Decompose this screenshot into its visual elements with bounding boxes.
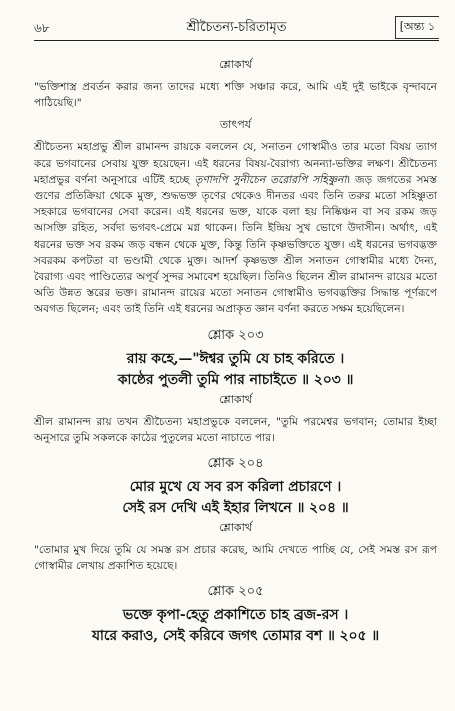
section-heading: শ্লোকার্থ: [219, 58, 252, 71]
verse-label: শ্লোক ২০৩: [207, 327, 264, 343]
verse-label: শ্লোক ২০৪: [207, 456, 264, 472]
book-title: শ্রীচৈতন্য-চরিতামৃত: [186, 20, 287, 35]
page-number: ৬৮: [34, 21, 50, 35]
purport-paragraph: শ্রীচৈতন্য মহাপ্রভু শ্রীল রামানন্দ রায়কে বললেন যে, সনাতন গোস্বামীও তার মতো বিষয় ত্যাগ করে ভগবানের সেবায় যুক্ত হয়েছেন। এই ধরনের বিষয়-বৈরাগ্য অনন্যা-ভক্তির লক্ষণ। শ্রীচৈতন্য মহাপ্রভুর বর্ণনা অনুসারে এটিই হচ্ছে তৃণাদপি সুনীচেন তরোরপি সহিষ্ণুনা। জড় জগতের সমস্ত গুণের প্রতিক্রিয়া থেকে মুক্ত, শুদ্ধভক্ত তৃণের থেকেও দীনতর এবং তিনি তরুর মতো সহিষ্ণুতা সহকারে ভগবানের সেবা করেন। এই ধরনের ভক্ত, যাকে বলা হয় নিষ্কিঞ্চন বা সব রকম জড় আসক্তি রহিত, সর্বদা ভগবৎ-প্রেমে মগ্ন থাকেন। তিনি ইন্দ্রিয় সুখ ভোগে উদাসীন। অর্থাৎ, এই ধরনের ভক্ত সব রকম জড় বন্ধন থেকে মুক্ত, কিন্তু তিনি কৃষ্ণভক্তিতে যুক্ত। এই ধরনের ভগবদ্ভক্ত সবরকম কপটতা বা ভণ্ডামী থেকে মুক্ত। আদর্শ কৃষ্ণভক্ত শ্রীল সনাতন গোস্বামীর মধ্যে দৈন্য, বৈরাগ্য এবং পাণ্ডিত্যের অপূর্ব সুন্দর সমাবেশ হয়েছিল। তিনিও ছিলেন শ্রীল রামানন্দ রায়ের মতো অতি উন্নত স্তরের ভক্ত। রামানন্দ রায়ের মতো সনাতন গোস্বামীও ভগবদ্ভক্তির সিদ্ধান্ত পূর্ণরূপে অবগত ছিলেন; এবং তাই তিনি এই ধরনের অপ্রাকৃত জ্ঞান বর্ণনা করতে সক্ষম হয়েছিলেন।: [34, 141, 438, 316]
translation-paragraph: "তোমার মুখ দিয়ে তুমি যে সমস্ত রস প্রচার করেছ, আমি দেখতে পাচ্ছি যে, সেই সমস্ত রস রূপ গোস্বামীর লেখায় প্রকাশিত হয়েছে।: [34, 544, 437, 573]
verse-text: [34, 605, 437, 647]
section-heading: শ্লোকার্থ: [219, 521, 252, 535]
verse-label: শ্লোক ২০৫: [207, 584, 264, 600]
verse-line: মোর মুখে যে সব রস করিলা প্রচারণে ।: [129, 479, 342, 496]
verse-text: [34, 349, 437, 391]
running-header: [34, 16, 439, 38]
page-body: [34, 56, 437, 647]
header-rule: [34, 40, 439, 41]
translation-paragraph: শ্রীল রামানন্দ রায় তখন শ্রীচৈতন্য মহাপ্রভুকে বললেন, "তুমি পরমেশ্বর ভগবান; তোমার ইচ্ছা অনুসারে তুমি সকলকে কাঠের পুতুলের মতো নাচাতে পার।: [34, 415, 437, 444]
verse-line: ভক্তে কৃপা-হেতু প্রকাশিতে চাহ ব্রজ-রস ।: [122, 607, 349, 624]
verse-line: সেই রস দেখি এই ইহার লিখনে ॥ ২০৪ ॥: [122, 500, 349, 517]
verse-line: কাষ্ঠের পুতলী তুমি পার নাচাইতে ॥ ২০৩ ॥: [117, 371, 354, 388]
verse-line: যারে করাও, সেই করিবে জগৎ তোমার বশ ॥ ২০৫ ॥: [91, 628, 380, 645]
section-heading: শ্লোকার্থ: [219, 392, 252, 406]
italic-quote: তৃণাদপি সুনীচেন তরোরপি সহিষ্ণুনা: [194, 173, 347, 186]
verse-text: [34, 477, 437, 519]
verse-line: রায় কহে,—"ঈশ্বর তুমি যে চাহ করিতে ।: [126, 350, 345, 367]
section-heading: তাৎপর্য: [219, 118, 252, 132]
translation-paragraph: "ভক্তিশাস্ত্র প্রবর্তন করার জন্য তাদের মধ্যে শক্তি সঞ্চার করে, আমি এই দুই ভাইকে বৃন্দাবনে পাঠিয়েছি।": [34, 81, 437, 110]
chapter-label: [অন্ত্য ১: [395, 16, 439, 39]
